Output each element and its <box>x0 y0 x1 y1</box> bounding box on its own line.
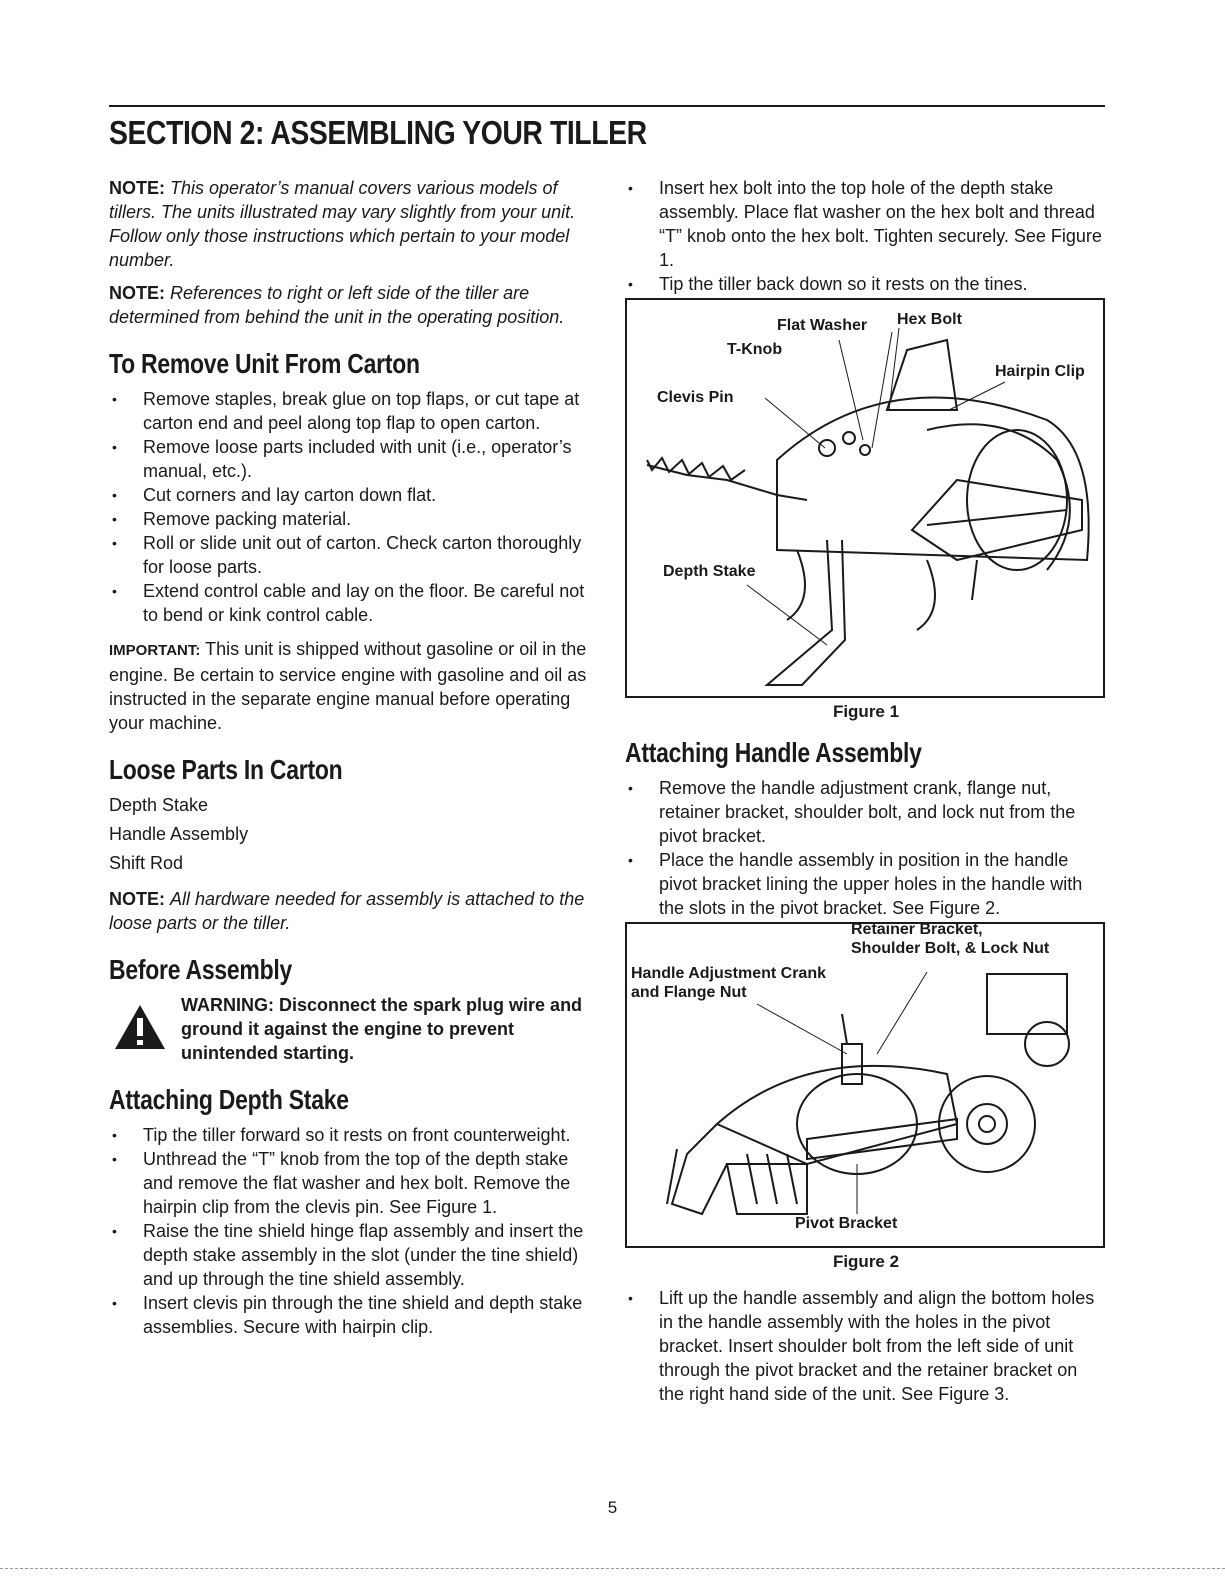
top-rule <box>109 105 1105 107</box>
handle-assembly-list <box>625 776 1107 920</box>
bottom-dashed-line <box>0 1568 1225 1569</box>
figure-2-caption: Figure 2 <box>832 1252 900 1271</box>
label-flat-washer: Flat Washer <box>777 317 868 334</box>
label-handle-crank: Handle Adjustment Crank and Flange Nut <box>631 965 826 1001</box>
list-item: • Unthread the “T” knob from the top of the depth stake and remove the flat washer and hex bolt. Remove the hairpin clip from the clevis pin. See Figure 1. <box>109 1147 591 1219</box>
page-number: 5 <box>607 1498 618 1517</box>
list-item: • Insert hex bolt into the top hole of the depth stake assembly. Place flat washer on the hex bolt and thread “T” knob onto the hex bolt. Tighten securely. See Figure 1. <box>625 176 1107 272</box>
heading-loose-parts: Loose Parts In Carton <box>109 754 343 785</box>
label-clevis-pin: Clevis Pin <box>657 389 734 406</box>
list-item: • Roll or slide unit out of carton. Check carton thoroughly for loose parts. <box>109 531 591 579</box>
depth-stake-list-continued <box>625 176 1107 296</box>
important-note: IMPORTANT: This unit is shipped without gasoline or oil in the engine. Be certain to service engine with gasoline and oil as instructed in the separate engine manual before operating your machine. <box>109 639 587 733</box>
depth-stake-illustration <box>627 300 1103 696</box>
section-title: SECTION 2: ASSEMBLING YOUR TILLER <box>109 114 647 151</box>
handle-assembly-list-continued <box>625 1286 1107 1406</box>
list-item: • Remove staples, break glue on top flaps, or cut tape at carton end and peel along top flap to open carton. <box>109 387 591 435</box>
heading-remove-unit: To Remove Unit From Carton <box>109 348 420 379</box>
list-item: • Remove the handle adjustment crank, flange nut, retainer bracket, shoulder bolt, and lock nut from the pivot bracket. <box>625 776 1107 848</box>
list-item: • Tip the tiller forward so it rests on front counterweight. <box>109 1123 591 1147</box>
warning-text: WARNING: Disconnect the spark plug wire and ground it against the engine to prevent unintended starting. <box>181 995 583 1063</box>
list-item: • Place the handle assembly in position in the handle pivot bracket lining the upper holes in the handle with the slots in the pivot bracket. See Figure 2. <box>625 848 1107 920</box>
label-depth-stake: Depth Stake <box>663 563 756 580</box>
list-item: Shift Rod <box>109 853 184 873</box>
label-pivot-bracket: Pivot Bracket <box>795 1215 898 1232</box>
heading-before-assembly: Before Assembly <box>109 954 293 985</box>
label-retainer-bracket: Retainer Bracket, Shoulder Bolt, & Lock Nut <box>851 921 1050 957</box>
figure-1 <box>625 298 1105 698</box>
note-sides: NOTE: References to right or left side of the tiller are determined from behind the unit in the operating position. <box>109 283 565 327</box>
heading-handle-assembly: Attaching Handle Assembly <box>625 737 922 768</box>
list-item: • Remove packing material. <box>109 507 591 531</box>
heading-depth-stake: Attaching Depth Stake <box>109 1084 349 1115</box>
list-item: • Raise the tine shield hinge flap assembly and insert the depth stake assembly in the slot (under the tine shield) and up through the tine shield assembly. <box>109 1219 591 1291</box>
label-t-knob: T-Knob <box>727 341 783 358</box>
list-item: • Remove loose parts included with unit (i.e., operator’s manual, etc.). <box>109 435 591 483</box>
remove-unit-list <box>109 387 591 627</box>
figure-1-caption: Figure 1 <box>832 702 900 721</box>
list-item: • Insert clevis pin through the tine shield and depth stake assemblies. Secure with hairpin clip. <box>109 1291 591 1339</box>
note-models: NOTE: This operator’s manual covers various models of tillers. The units illustrated may vary slightly from your unit. Follow only those instructions which pertain to your model number. <box>109 178 576 270</box>
label-hairpin-clip: Hairpin Clip <box>995 363 1085 380</box>
label-hex-bolt: Hex Bolt <box>897 311 962 328</box>
list-item: Handle Assembly <box>109 824 249 844</box>
note-hardware: NOTE: All hardware needed for assembly is attached to the loose parts or the tiller. <box>109 889 585 933</box>
left-column <box>109 176 591 1349</box>
list-item: • Cut corners and lay carton down flat. <box>109 483 591 507</box>
list-item: • Extend control cable and lay on the floor. Be careful not to bend or kink control cable. <box>109 579 591 627</box>
figure-2 <box>625 922 1105 1248</box>
depth-stake-list <box>109 1123 591 1339</box>
loose-parts-list <box>109 793 591 875</box>
list-item: • Tip the tiller back down so it rests on the tines. <box>625 272 1107 296</box>
right-column <box>625 176 1107 1416</box>
list-item: Depth Stake <box>109 795 209 815</box>
warning-triangle-icon <box>113 1003 167 1051</box>
warning-box <box>109 993 591 1065</box>
list-item: • Lift up the handle assembly and align the bottom holes in the handle assembly with the holes in the pivot bracket. Insert shoulder bolt from the left side of unit through the pivot bracket and the retainer bracket on the right hand side of the unit. See Figure 3. <box>625 1286 1107 1406</box>
